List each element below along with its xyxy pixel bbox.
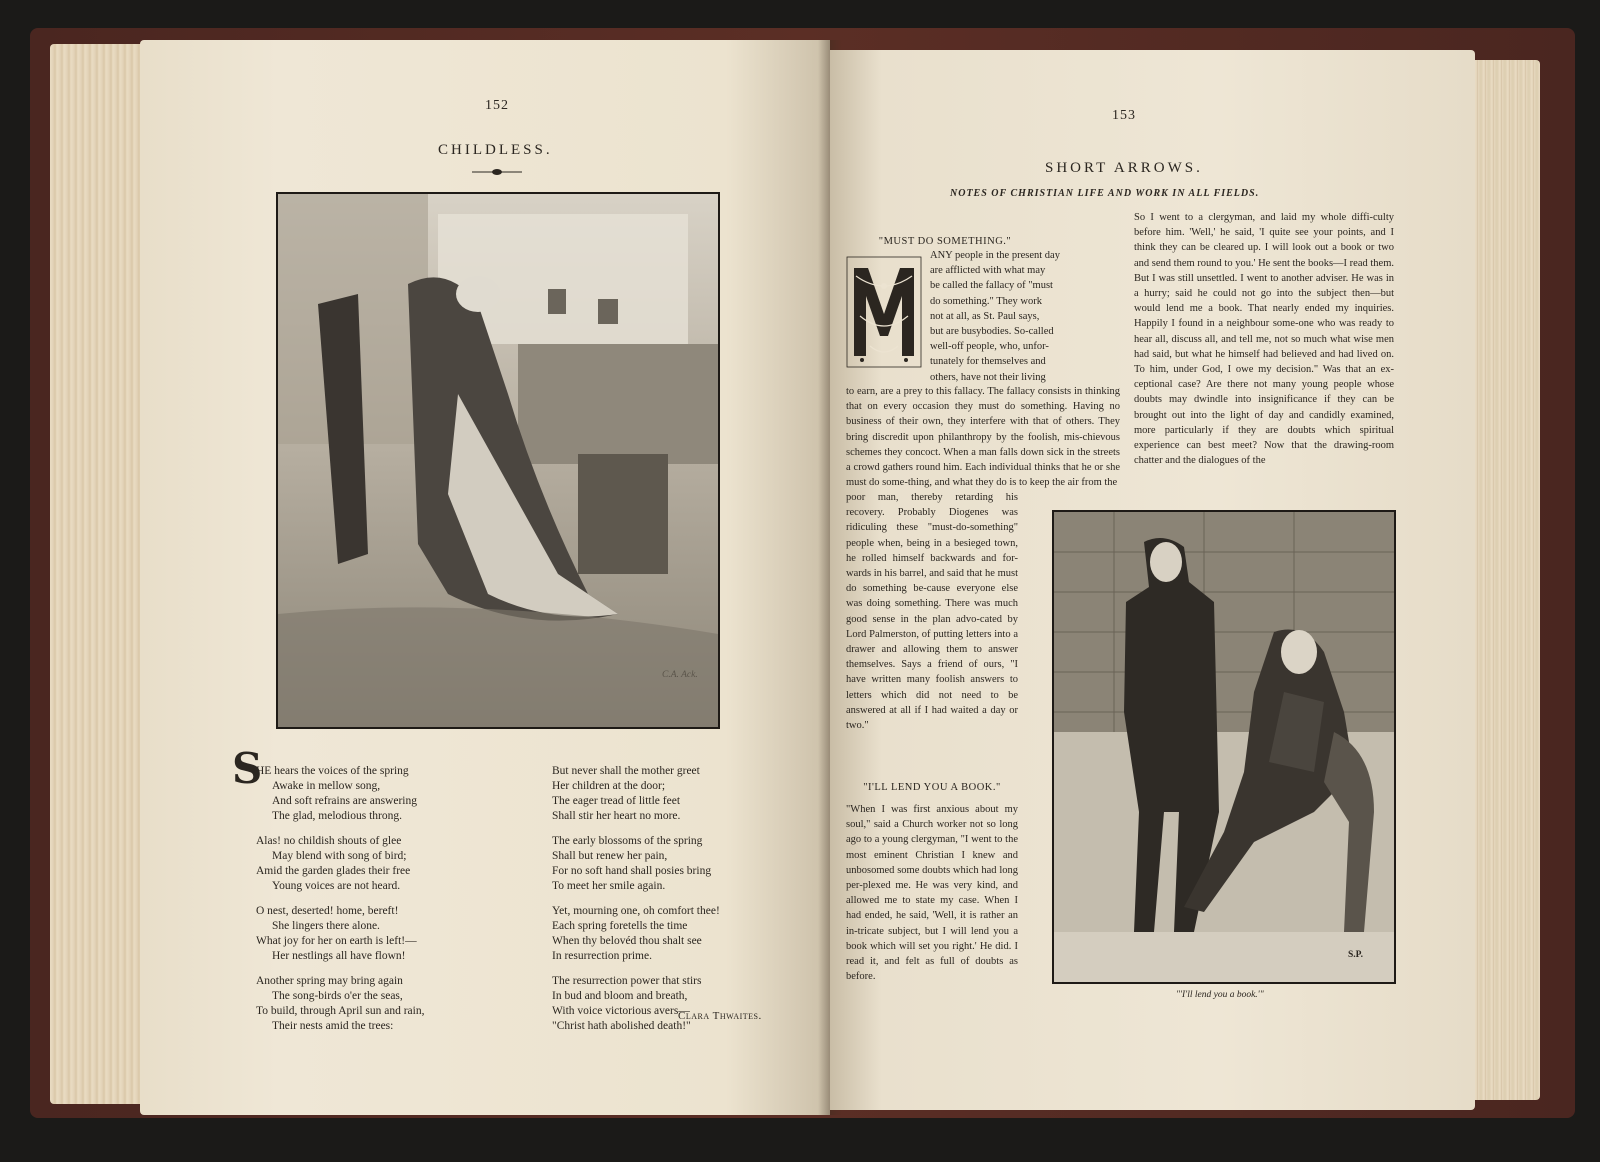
section-title: SHORT ARROWS. — [1045, 160, 1203, 176]
poem-line: The early blossoms of the spring — [552, 835, 703, 847]
poem-line: May blend with song of bird; — [272, 850, 407, 862]
poem-line: Shall stir her heart no more. — [552, 810, 681, 822]
text-line: ANY people in the present day — [930, 250, 1060, 261]
poem-column-2 — [552, 764, 720, 1044]
poem-line: Yet, mourning one, oh comfort thee! — [552, 905, 720, 917]
illustration-caption: "'I'll lend you a book.'" — [1176, 990, 1264, 1000]
poem-line: To meet her smile again. — [552, 880, 666, 892]
poem-line: Each spring foretells the time — [552, 920, 688, 932]
page-number-right: 153 — [1112, 108, 1136, 123]
right-page — [830, 50, 1475, 1110]
poem-line: The resurrection power that stirs — [552, 975, 702, 987]
paragraph: to earn, are a prey to this fallacy. The fallacy consists in thinking that on every occasion they must do something. Having no business of their own, they interfere with that of others. They bring discredit upon philanthropy by the foolish, mis-chievous schemes they concoct. When a man falls down sick in the streets a crowd gathers round him. Each individual thinks that he or she must do some-thing, and what they do is to keep the air from the — [846, 386, 1120, 489]
left-page — [140, 40, 830, 1115]
ornamental-dropcap-icon — [846, 256, 922, 368]
poem-line: Amid the garden glades their free — [256, 865, 411, 877]
col1-narrow-2 — [846, 802, 1018, 984]
text-line: are afflicted with what may — [930, 265, 1046, 277]
stanza — [256, 974, 425, 1034]
text-line: others, have not their living — [930, 371, 1046, 383]
poem-line: To build, through April sun and rain, — [256, 1005, 425, 1017]
article-heading-1: "MUST DO SOMETHING." — [878, 236, 1012, 247]
stanza — [256, 764, 425, 824]
poem-line: With voice victorious avers— — [552, 1005, 690, 1017]
page-number-left: 152 — [485, 98, 509, 113]
illustration-signature: C.A. Ack. — [662, 670, 698, 680]
col1-body — [846, 384, 1120, 490]
childless-illustration — [276, 192, 720, 729]
text-line: well-off people, who, unfor- — [930, 341, 1049, 353]
poem-line: "Christ hath abolished death!" — [552, 1020, 691, 1032]
text-line: do something." They work — [930, 295, 1042, 307]
text-line: tunately for themselves and — [930, 356, 1046, 368]
page-edges-right — [1470, 60, 1540, 1100]
poem-line: And soft refrains are answering — [272, 795, 417, 807]
stanza — [256, 904, 425, 964]
poem-line: Awake in mellow song, — [272, 780, 381, 792]
poem-line: Shall but renew her pain, — [552, 850, 668, 862]
poem-column-1 — [256, 764, 425, 1044]
page-edges-left — [50, 44, 145, 1104]
poem-author: Clara Thwaites. — [678, 1010, 762, 1022]
poem-line: The song-birds o'er the seas, — [272, 990, 403, 1002]
poem-line: Young voices are not heard. — [272, 880, 401, 892]
poem-line: Her children at the door; — [552, 780, 666, 792]
poem-line: When thy belovéd thou shalt see — [552, 935, 702, 947]
poem-line: She lingers there alone. — [272, 920, 380, 932]
article-heading-2: "I'LL LEND YOU A BOOK." — [863, 782, 1001, 793]
poem-line: But never shall the mother greet — [552, 765, 700, 777]
poem-line: In resurrection prime. — [552, 950, 652, 962]
col1-narrow — [846, 490, 1018, 733]
stanza — [552, 764, 720, 824]
poem-line: For no soft hand shall posies bring — [552, 865, 712, 877]
poem-line: What joy for her on earth is left!— — [256, 935, 417, 947]
poem-line: The glad, melodious throng. — [272, 810, 402, 822]
poem-line: O nest, deserted! home, bereft! — [256, 905, 399, 917]
stanza — [552, 834, 720, 894]
poem-line: In bud and bloom and breath, — [552, 990, 688, 1002]
col1-beside-dropcap — [930, 248, 1120, 385]
poem-drop-cap: S — [232, 744, 263, 793]
col2-body — [1134, 210, 1394, 468]
text-line: not at all, as St. Paul says, — [930, 310, 1040, 322]
poem-line: The eager tread of little feet — [552, 795, 681, 807]
poem-line: Their nests amid the trees: — [272, 1020, 394, 1032]
stanza — [256, 834, 425, 894]
poem-line: Another spring may bring again — [256, 975, 403, 987]
poem-title: CHILDLESS. — [438, 142, 553, 158]
illustration-signature-right: S.P. — [1348, 950, 1363, 960]
stanza — [552, 974, 720, 1034]
section-subtitle: NOTES OF CHRISTIAN LIFE AND WORK IN ALL FIELDS. — [950, 188, 1260, 199]
paragraph: "When I was first anxious about my soul," said a Church worker not so long ago to a young clergyman, "I went to the most eminent Christian I knew and unbosomed some doubts which had long per-plexed me. He was very kind, and allowed me to state my case. When I had ended, he said, 'Well, it is rather an in-tricate subject, but I will lend you a book which will set you right.' He did. I read it, and felt as full of doubts as before. — [846, 804, 1018, 983]
poem-line: Her nestlings all have flown! — [272, 950, 406, 962]
library-illustration — [1052, 510, 1396, 984]
text-line: be called the fallacy of "must — [930, 280, 1053, 292]
text-line: but are busybodies. So-called — [930, 326, 1054, 338]
title-ornament-icon — [472, 168, 522, 176]
stanza — [552, 904, 720, 964]
paragraph: So I went to a clergyman, and laid my whole diffi-culty before him. 'Well,' he said, 'I quite see your points, and I think they can be cleared up. I will look out a book or two and send them round to you.' He sent the books—I read them. But I was still unsettled. I went to another adviser. He was in a hurry; said he could not go into the subject then—but would lend me a book. That nearly ended my inquiries. Happily I found in a neighbour some-one who was ready to hear all, discuss all, and tell me, not so much what wise men had said, but what he himself had believed and had lived on. To him, under God, I owe my decision." Was that an ex-ceptional case? Are there not many young people whose doubts may dwindle into insignificance if they can be brought out into the light of day and candidly examined, more particularly if they are doubts which spiritual experience can best meet? Now that the drawing-room chatter and the dialogues of the — [1134, 212, 1394, 467]
poem-line: HE hears the voices of the spring — [256, 765, 409, 777]
poem-line: Alas! no childish shouts of glee — [256, 835, 402, 847]
paragraph: poor man, thereby retarding his recovery. Probably Diogenes was ridiculing these "must-do-something" people when, being in a besieged town, he rolled himself backwards and for-wards in his barrel, and said that he must do something be-cause everyone else was doing something. There was much good sense in the plan advo-cated by Lord Palmerston, of putting letters into a drawer and allowing them to answer themselves. Says a friend of ours, "I have written many foolish answers to letters which did not need to be answered at all if I had waited a day or two." — [846, 492, 1018, 732]
